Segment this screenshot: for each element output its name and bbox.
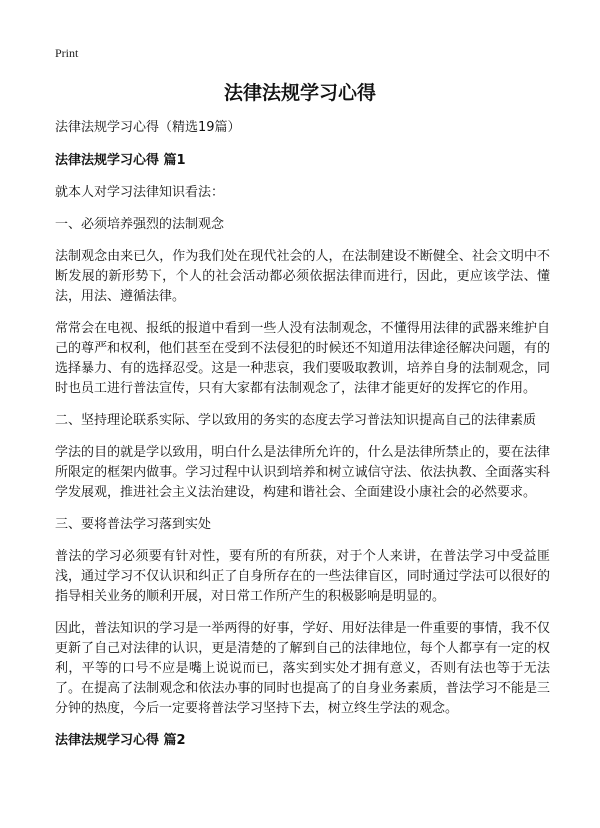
document-title: 法律法规学习心得 [223,82,376,104]
intro-paragraph: 就本人对学习法律知识看法： [55,185,225,200]
article-heading: 法律法规学习心得 篇2 [55,733,186,748]
body-paragraph: 学法的目的就是学以致用，明白什么是法律所允许的，什么是法律所禁止的，要在法律所限定的框架内做事。学习过程中认识到培养和树立诚信守法、依法执教、全面落实科学发展观，推进社会主义法治建设，构建和谐社会、全面建设小康社会的必然要求。 [55,445,550,500]
body-paragraph: 因此，普法知识的学习是一举两得的好事，学好、用好法律是一件重要的事情，我不仅更新了自己对法律的认识，更是清楚的了解到自己的法律地位，每个人都享有一定的权利，平等的口号不应是嘴上说说而已，落实到实处才拥有意义，否则有法也等于无法了。在提高了法制观念和依法办事的同时也提高了的自身业务素质，普法学习不能是三分钟的热度，今后一定要将普法学习坚持下去，树立终生学法的观念。 [55,621,550,716]
print-link[interactable]: Print [55,46,79,60]
document-subtitle: 法律法规学习心得（精选19篇） [55,120,241,135]
section-heading: 二、坚持理论联系实际、学以致用的务实的态度去学习普法知识提高自己的法律素质 [55,413,537,428]
document-body [55,118,550,763]
body-paragraph: 常常会在电视、报纸的报道中看到一些人没有法制观念，不懂得用法律的武器来维护自己的尊严和权利，他们甚至在受到不法侵犯的时候还不知道用法律途径解决问题，有的选择暴力、有的选择忍受。这是一种悲哀，我们要吸取教训，培养自身的法制观念，同时也员工进行普法宣传，只有大家都有法制观念了，法律才能更好的发挥它的作用。 [55,321,550,396]
section-heading: 三、要将普法学习落到实处 [55,517,212,532]
body-paragraph: 普法的学习必须要有针对性，要有所的有所获，对于个人来讲，在普法学习中受益匪浅，通过学习不仅认识和纠正了自身所存在的一些法律盲区，同时通过学法可以很好的指导相关业务的顺利开展，对日常工作所产生的积极影响是明显的。 [55,549,550,604]
section-heading: 一、必须培养强烈的法制观念 [55,217,225,232]
article-heading: 法律法规学习心得 篇1 [55,153,186,168]
body-paragraph: 法制观念由来已久，作为我们处在现代社会的人，在法制建设不断健全、社会文明中不断发展的新形势下，个人的社会活动都必须依据法律而进行，因此，更应该学法、懂法，用法、遵循法律。 [55,249,550,304]
